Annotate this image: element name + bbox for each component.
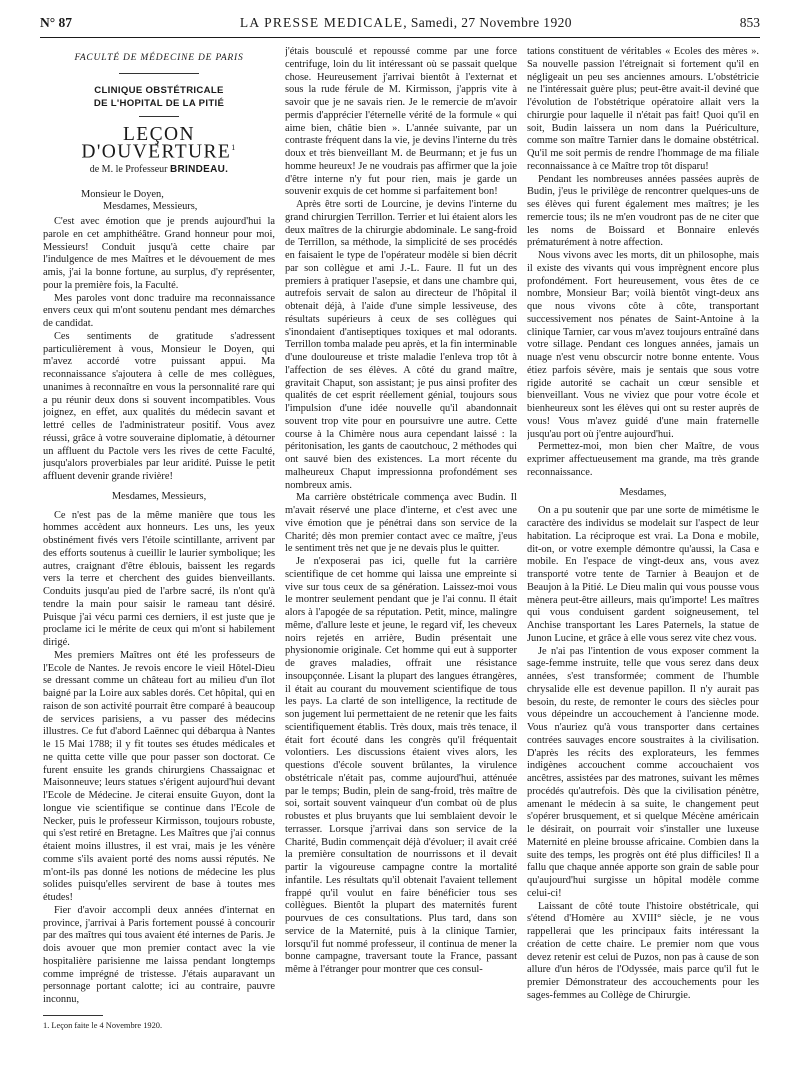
paragraph: Permettez-moi, mon bien cher Maître, de vous exprimer affectueusement ma grande, ma très grande reconnaissance.: [527, 441, 759, 478]
clinic-divider: [139, 116, 179, 117]
footnote-divider: [43, 1015, 103, 1016]
journal-name: LA PRESSE MEDICALE: [239, 15, 404, 30]
paragraph: Fier d'avoir accompli deux années d'internat en province, j'arrivai à Paris fortement poussé à concourir par des maîtres qui tous avaient été internes de Paris. Je dois avouer que mon premier contact avec la vie hospitalière parisienne me laissa pendant longtemps comme imprégné de tristesse. J'étais auparavant un personnage portant calotte; ici au contraire, pauvre inconnu,: [43, 904, 275, 1005]
paragraph: j'étais bousculé et repoussé comme par une force centrifuge, loin du lit intéressant où se passait quelque chose. Heureusement j'arrivai bientôt à l'externat et sous la rude férule de M. Kirmisson, j'appris vite à savoir que je ne savais rien. Je le remercie de m'avoir permis d'apprécier l'éternelle vérité de la formule « qui aime bien, châtie bien ». L'année suivante, par un contraste fréquent dans la vie, je devins l'interne du très doux et très bienveillant M. de Beurmann; et je fus un homme heureux! Je ne voudrais pas affirmer que la joie d'être interne n'y fut pour rien, mais je garde un souvenir exquis de cet homme si parfaitement bon!: [285, 46, 517, 198]
paragraph: Mes premiers Maîtres ont été les professeurs de l'Ecole de Nantes. Je revois encore le vieil Hôtel-Dieu se dressant comme un château fort au milieu d'un îlot baigné par la Loire aux sables dorés. Cet hôpital, qui en raison de son activité pourrait être comparé à beaucoup de services parisiens, a vu passer des médecins illustres. Ce fut d'abord Laënnec qui débarqua à Nantes le 15 Mai 1788; il y fit toutes ses études médicales et ne quitta cette ville que pour passer son doctorat. Ce furent ensuite les grands chirurgiens Chassaignac et Maisonneuve; leurs statues s'érigent aujourd'hui devant l'Ecole de Médecine. Je citerai ensuite Guyon, dont la longue vie scientifique se continue dans l'Ecole de Necker, puis le professeur Kirmisson, toujours robuste, qui s'est retiré en Bretagne. Les Maîtres que j'ai connus étaient moins illustres, il est vrai, mais je les vénère comme s'ils avaient porté des noms aussi réputés. Ne m'ont-ils pas donné les notions de médecine les plus solides puisqu'elles servirent de base à toutes mes études!: [43, 649, 275, 903]
author-line: [43, 164, 275, 177]
page-number: 853: [739, 15, 760, 30]
footnote-marker: 1: [231, 142, 237, 152]
lecture-title-text: LEÇON D'OUVERTURE: [81, 123, 232, 162]
footnote: 1. Leçon faite le 4 Novembre 1920.: [43, 1020, 163, 1030]
paragraph: Laissant de côté toute l'histoire obstétricale, qui s'étend d'Homère au XVIII° siècle, je ne vous rappellerai que les principaux faits intéressant la création de cette chaire. Le premier nom que vous devez retenir est celui de Puzos, non pas à cause de son allure d'un héros de l'Odyssée, mais parce qu'il fut le premier Démonstrateur des accouchements pour les sages-femmes au Collège de Chirurgie.: [527, 900, 759, 1001]
paragraph: Ma carrière obstétricale commença avec Budin. Il m'avait réservé une place d'interne, et c'est avec une vive émotion que je pénétrai dans son service de la Charité; dès mon premier contact avec ce maître, j'eus le sentiment très net que je ne devais plus le quitter.: [285, 492, 517, 555]
faculty-heading: FACULTÉ DE MÉDECINE DE PARIS: [74, 53, 244, 63]
issue-date: , Samedi, 27 Novembre 1920: [403, 15, 572, 30]
journal-title: [240, 15, 572, 31]
faculty-divider: [119, 73, 199, 74]
paragraph: tations constituent de véritables « Ecoles des mères ». Sa nouvelle passion l'étreignait si fortement qu'il en négligeait un peu ses anciennes amours. L'obstétricie ne l'intéressait guère plus; peut-être avait-il deviné que l'évolution de l'obstétrique opératoire allait vers la chirurgie pour laquelle il n'était pas fait! Quoi qu'il en soit, Budin laissera un nom dans la Puériculture, comme son maître Tarnier dans le domaine obstétrical. Qu'il me soit permis de rendre l'hommage de ma filiale reconnaissance à ce Maître trop tôt disparu!: [527, 46, 759, 172]
paragraph: Nous vivons avec les morts, dit un philosophe, mais il existe des vivants qui vous imprègnent encore plus profondément. Fort heureusement, vous êtes de ce nombre, Monsieur Bar; voilà bientôt vingt-deux ans que nous vivons côte à côte, transportant successivement nos pénates de Saint-Antoine à la clinique Tarnier, car vous m'avez toujours entraîné dans votre sillage. Pendant ces longues années, jamais un nuage n'est venu obscurcir notre bonne entente. Vous étiez parfois sévère, mais je sentais que sous votre rigide autorité se cachait un cœur sensible et bienveillant. Vous ne viviez que pour votre école et bienheureux sont les élèves qui ont su rester auprès de vous! Vous m'avez guidé d'une main fraternelle jusqu'au port où j'entre aujourd'hui.: [527, 250, 759, 440]
paragraph: Après être sorti de Lourcine, je devins l'interne du grand chirurgien Terrillon. Terrier et lui étaient alors les deux maîtres de la chirurgie abdominale. Le sang-froid de Terrillon, sa méthode, la simplicité de ses procédés en faisaient le type de l'opérateur modèle si bien décrit par son collègue et ami J.-L. Faure. Il fut un des premiers à pratiquer l'asepsie, et dans une chambre qui, autrefois servait de salon au directeur de l'hôpital il obtenait déjà, à l'aide d'une simple lessiveuse, des résultats supérieurs à ceux de ses collègues qui s'inondaient d'antiseptiques toxiques et mal odorants. Terrillon tomba malade peu après, et la fin interminable d'une douloureuse et triste maladie l'enleva trop tôt à l'affection de ses élèves. A côté du grand maître, gravitait Chaput, son assistant; je pus ainsi profiter des qualités de cet esprit réellement génial, toujours sous l'impulsion d'une idée nouvelle qu'il abandonnait souvent trop vite pour en poursuivre une autre. Cette course à la Chimère nous aura cependant laissé : la péritonisation, les gants de caoutchouc, 2 méthodes qui ont sauvé bien des existences. La mort récente du malheureux Chaput impressionna profondément ses nombreux amis.: [285, 199, 517, 491]
section-salutation: Mesdames, Messieurs,: [111, 490, 207, 502]
paragraph: Mes paroles vont donc traduire ma reconnaissance envers ceux qui m'ont soutenu pendant mes démarches de candidat.: [43, 292, 275, 329]
issue-number: N° 87: [40, 15, 73, 30]
paragraph: Ces sentiments de gratitude s'adressent particulièrement à vous, Monsieur le Doyen, qui m'avez accordé votre puissant appui. Ma reconnaissance s'ajoutera à celle de mes collègues, unanimes à reconnaître en vous la personnalité rare qui a pu réunir deux dons si souvent incompatibles. Vous joignez, en effet, aux qualités du médecin savant et lettré celles de l'administrateur positif. Vous avez réussi, grâce à votre souveraine diplomatie, à détourner un affluent du Pactole vers les rives de cette Faculté, jusqu'alors proverbiales par leur aridité. Puisse le petit affluent devenir grande rivière!: [43, 330, 275, 482]
running-header: [40, 15, 760, 33]
salutation-audience: Mesdames, Messieurs,: [103, 201, 198, 213]
paragraph: Pendant les nombreuses années passées auprès de Budin, j'eus le privilège de rencontrer quelques-uns de ses élèves qui furent également mes maîtres; je les remercie tous; ils ne m'en voudront pas de ne citer que les noms de Boissard et Bonnaire enlevés prématurément à notre affection.: [527, 173, 759, 249]
author-name: BRINDEAU.: [170, 163, 229, 175]
author-prefix: de M. le Professeur: [89, 163, 170, 175]
lecture-title: [43, 123, 275, 162]
salutation-dean: Monsieur le Doyen,: [81, 188, 164, 200]
paragraph: On a pu soutenir que par une sorte de mimétisme le caractère des individus se modelait sur l'aspect de leur habitation. La réciproque est vrai. La Dona e mobile, dit-on, or votre exemple démontre qu'aussi, la Casa e mobile. En l'espace de vingt-deux ans, vous avez transporté votre tente de Tarnier à Beaujon et de Beaujon à la Pitié. Le Dieu malin qui vous pousse vous mènera peut-être ailleurs, mais qu'importe! Les maîtres qui vous conduisent gardent soigneusement, tel Anchise transportant les Lares Paternels, la statue de Junon Lucine, et grâce à elle vous serez vite chez vous.: [527, 505, 759, 644]
column-3: [527, 46, 759, 1066]
column-1: [43, 46, 275, 1066]
paragraph: Ce n'est pas de la même manière que tous les hommes accèdent aux honneurs. Les uns, les yeux obstinément fivés vers l'étoile scintillante, arrivent par des efforts soutenus à cueillir le laurier symbolique; les autres, craignant d'être éblouis, baissent les regards vers la terre et cherchent des guides bienveillants. Conduits jusqu'au pied de l'arbre sacré, ils n'ont qu'à tendre la main pour saisir le rameau tant désiré. Puisque j'ai vécu parmi ces derniers, il est juste que je proclame ici le mérite de ceux qui m'ont si habilement dirigé.: [43, 509, 275, 648]
clinic-heading: [43, 84, 275, 110]
column-2: [285, 46, 517, 1066]
clinic-line-2: DE L'HOPITAL DE LA PITIÉ: [93, 97, 225, 109]
paragraph: C'est avec émotion que je prends aujourd'hui la parole en cet amphithéâtre. Grand honneur pour moi, Messieurs! Conduit jusqu'à cette chaire par l'indulgence de mes Maîtres et le dévouement de mes amis, j'ai la bonne fortune, au surplus, d'y représenter, pour la première fois, la Faculté.: [43, 216, 275, 291]
paragraph: Je n'exposerai pas ici, quelle fut la carrière scientifique de cet homme qui laissa une empreinte si vive sur tous ceux de sa génération. Laissez-moi vous le montrer seulement pendant que je l'ai connu. Il était alors à l'apogée de sa réputation. Petit, mince, malingre même, d'allure leste et jeune, le regard vif, les cheveux noirs rejetés en arrière, Budin présentait une physionomie originale. Cet homme qui eut à supporter de graves maladies, offrait une résistance insoupçonnée. Lisant la plupart des langues étrangères, il était au courant du mouvement scientifique de tous les pays. La clarté de son intelligence, la rectitude de son jugement lui permettaient de ne retenir que les faits scientifiquement établis. Très doux, mais très tenace, il était fort écouté dans les congrès qu'il fréquentait volontiers. Les discussions étaient vives alors, les questions d'école souvent brûlantes, la virulence obstétricale n'était pas, comme aujourd'hui, atténuée par le temps; Budin, plein de sang-froid, très maître de soi, sortait souvent vainqueur d'un combat où de plus robustes et plus bruyants que lui semblaient devoir le terrasser. Lorsque j'arrivai dans son service de la Charité, Budin commençait déjà d'évoluer; il avait créé la première consultation de nourrissons et il devait partir la vigoureuse campagne contre la mortalité infantile. Les résultats qu'il obtenait l'avaient tellement frappé qu'il voulut en faire bénéficier tous ses collègues. Bientôt la plupart des maternités furent pourvues de ces consultations. Plus tard, dans son service de la Maternité, puis à la clinique Tarnier, lorsqu'il fut nommé professeur, il continua de mener la bonne campagne, traversant toute la France, passant même à l'étranger pour montrer que ces consul-: [285, 556, 517, 975]
clinic-line-1: CLINIQUE OBSTÉTRICALE: [94, 84, 224, 96]
header-rule: [40, 37, 760, 38]
section-salutation: Mesdames,: [619, 486, 667, 498]
paragraph: Je n'ai pas l'intention de vous exposer comment la sage-femme instruite, telle que vous serez dans deux années, s'est transformée; comment de l'humble chrysalide elle est devenue papillon. Il n'y aurait pas besoin, du reste, de remonter le cours des siècles pour vous dépeindre un accouchement à l'ancienne mode. Vous n'auriez qu'à vous transporter dans certaines contrées sauvages encore soustraites à la civilisation. D'après les récits des explorateurs, les femmes indigènes accouchent comme accouchaient vos ancêtres, assistées par des matrones, suivant les mêmes procédés qu'autrefois. Dès que la civilisation pénètre, amenant le médecin à sa suite, le changement peut s'opérer brusquement, et si quelque Mécène américain le désirait, on pourrait voir s'installer une luxeuse Maternité en pleine brousse africaine. Combien dans la suite des temps, les progrès ont été plus difficiles! Il a fallu que chaque année apporte son grain de sable pour qu'aujourd'hui surgisse un hôpital modèle comme celui-ci!: [527, 645, 759, 899]
